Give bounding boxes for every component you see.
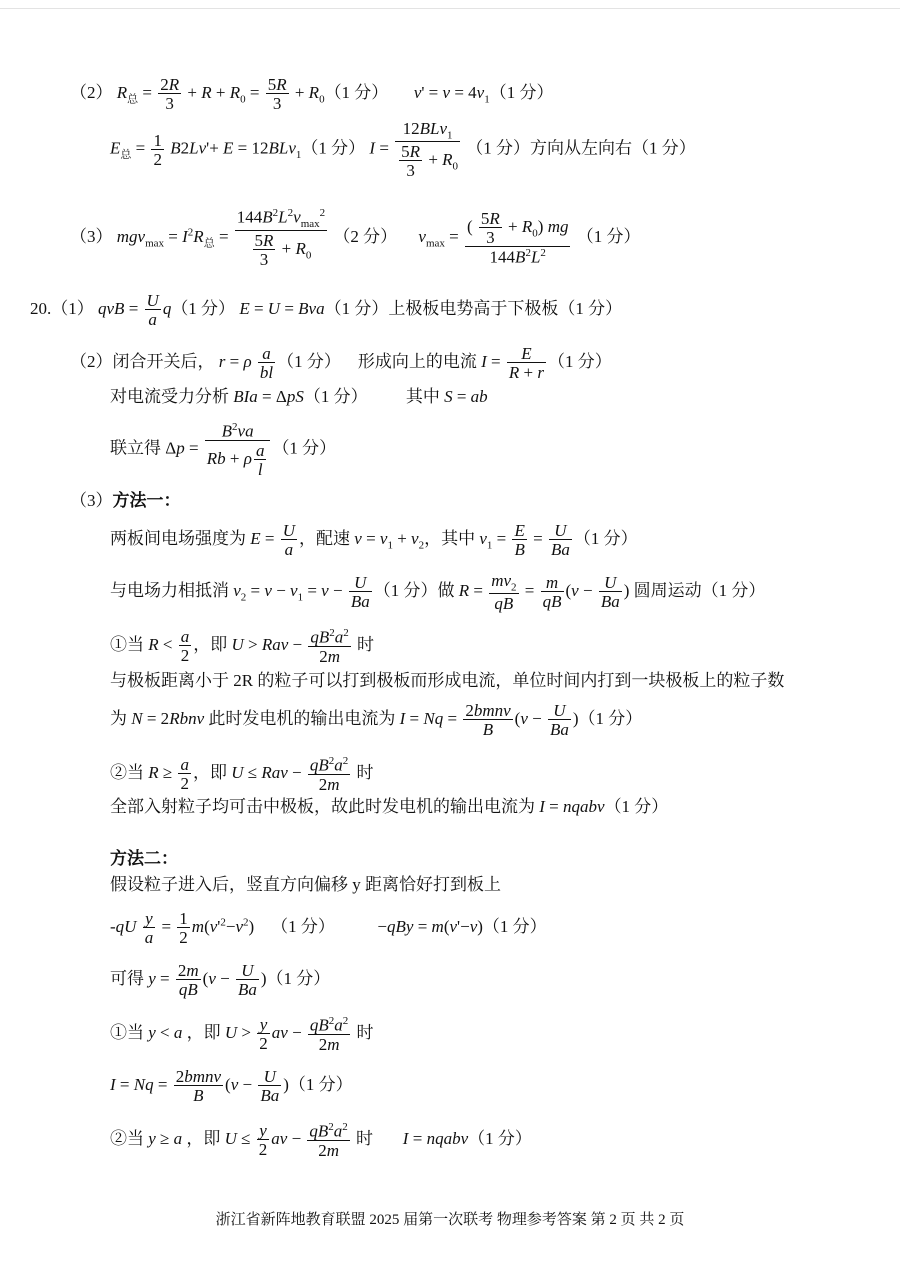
method2-line-f: ②当 y ≥ a ，即 U ≤ $\frac{y}{2}$ av − $\frac{qB^2a^2}{2m}$ 时 I = nqabv（1 分） [110,1121,532,1160]
q20-part3-heading: （3）方法一： [70,491,181,510]
q20-part2-line2: 对电流受力分析 BIa = ΔpS（1 分） 其中 S = ab [110,387,488,406]
q19-part2-line2: $E_总$ = $\frac{1}{2}$ B2Lv'+ E = 12BLv$_1$（1 分） I = 12BLv$_1$ $\frac{5R}{3}$ + $R_0$ （1 分）方向从左向右（1 分） [110,119,696,181]
q20-part1: 20.（1） qvB = $\frac{U}{a}$ q（1 分） E = U = Bva（1 分）上极板电势高于下极板（1 分） [30,291,623,329]
method2-line-b: -qU $\frac{y}{a}$ = $\frac{1}{2}$ $m(v'^2-v^2)$ （1 分） −qBy = m(v'−v)（1 分） [110,909,547,947]
label: （2） [70,82,113,102]
page-footer: 浙江省新阵地教育联盟 2025 届第一次联考 物理参考答案 第 2 页 共 2 页 [215,1212,685,1228]
method1-line-a: 两板间电场强度为 E = $\frac{U}{a}$ ，配速 $v = v_1 + v_2$，其中 $v_1$ = $\frac{E}{B}$ = $\frac{U}{Ba}$ （1 分） [110,521,638,559]
method2-line-c: 可得 y = $\frac{2m}{qB}$ (v − $\frac{U}{Ba}$ )（1 分） [110,961,331,999]
q20-part2-line1: （2）闭合开关后， r = ρ $\frac{a}{bl}$ （1 分） 形成向上的电流 I = $\frac{E}{R + r}$ （1 分） [70,344,612,382]
method1-line-g: 全部入射粒子均可击中极板，故此时发电机的输出电流为 I = nqabv（1 分） [110,797,669,816]
method1-line-b: 与电场力相抵消 $v_2 = v - v_1 = v$ − $\frac{U}{Ba}$ （1 分）做 R = $\frac{mv_2}{qB}$ = $\frac{m}{qB}$ (v − $\frac{U}{Ba}$ ) 圆周运动（1 分） [110,571,766,614]
method1-line-d: 与极板距离小于 2R 的粒子可以打到极板而形成电流，单位时间内打到一块极板上的粒子数 [110,671,785,690]
q19-part2-line1: （2） $R_总$ = $\frac{2R}{3}$ + $R + R_0$ = $\frac{5R}{3}$ + $R_0(1$ 分） $v' = v = 4v_1(1$ 分） [70,75,554,113]
q19-part3-line1: （3） $mgv_{max} = I^2R_总$ = $144B^2L^2v_{max}^2$ $\frac{5R}{3}$ + $R_0$ （2 分） $v_{max}$ = ( $\frac{5R}{3}$ + $R_0$) mg $144B^2L^2$ （1 分） [70,207,641,270]
method2-heading: 方法二： [110,849,178,868]
method2-line-e: I = Nq = $\frac{\text{2bmnv}}{B}$ (v − $\frac{U}{Ba}$ )（1 分） [110,1067,353,1105]
method1-line-c: ①当 R < $\frac{a}{2}$ ，即 U > Rav − $\frac{qB^2a^2}{2m}$ 时 [110,627,375,666]
method2-line-a: 假设粒子进入后，竖直方向偏移 y 距离恰好打到板上 [110,875,501,894]
method2-line-d: ①当 y < a ，即 U > $\frac{y}{2}$ av − $\frac{qB^2a^2}{2m}$ 时 [110,1015,374,1054]
top-divider [0,8,900,9]
q20-part2-line3: 联立得 Δp = $B^2va$ Rb + ρ $\frac{a}{l}$ （1 分） [110,421,337,479]
method1-line-e: 为 N = 2Rbnv 此时发电机的输出电流为 I = Nq = $\frac{\text{2bmnv}}{B}$ (v − $\frac{U}{Ba}$ )（1 分） [110,701,643,739]
method1-line-f: ②当 R ≥ $\frac{a}{2}$ ，即 U ≤ Rav − $\frac{qB^2a^2}{2m}$ 时 [110,755,374,794]
